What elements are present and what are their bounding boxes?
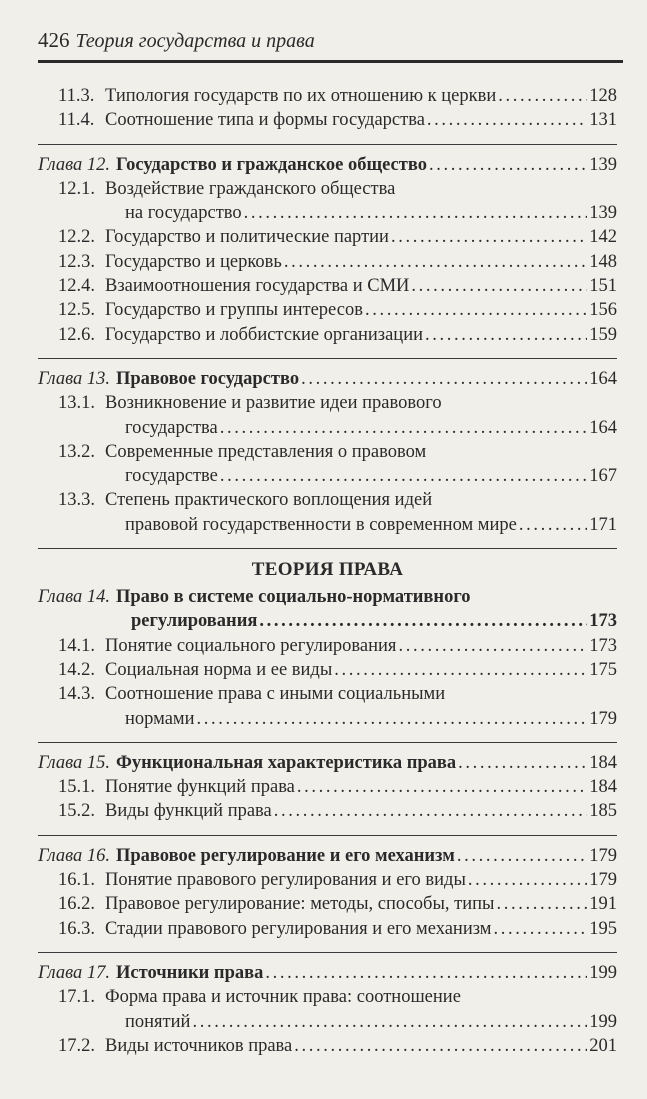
toc-entry-line [58, 391, 617, 415]
toc-section-entry[interactable] [38, 892, 617, 916]
dot-leader [496, 892, 587, 916]
toc-entry-line [38, 585, 617, 609]
section-number: 14.1. [58, 635, 95, 656]
toc-entry-line [58, 274, 617, 298]
dot-leader [301, 367, 587, 391]
toc-entry-line [58, 775, 617, 799]
section-title: на государство [125, 203, 242, 224]
chapter-title: Право в системе социально-нормативного [116, 587, 471, 608]
section-title: государства [125, 417, 218, 438]
section-number: 12.6. [58, 324, 95, 345]
chapter-title: Источники права [116, 962, 264, 983]
toc-entry-line [58, 985, 617, 1009]
running-header [38, 26, 623, 55]
section-title: Государство и группы интересов [105, 300, 363, 321]
toc-entry-line [58, 799, 617, 823]
page-ref: 128 [589, 86, 617, 106]
toc-entry-line [58, 868, 617, 892]
page-ref: 179 [589, 845, 617, 866]
running-title: Теория государства и права [75, 30, 315, 52]
section-title: Форма права и источник права: соотношение [105, 987, 461, 1008]
toc-section-entry[interactable] [38, 488, 617, 537]
section-title: Виды функций права [105, 801, 272, 822]
chapter-label: Глава 13. [38, 368, 110, 389]
section-title: Воздействие гражданского общества [105, 178, 396, 199]
chapter-divider [38, 548, 617, 549]
dot-leader [220, 416, 587, 440]
toc-entry-line [58, 225, 617, 249]
chapter-label: Глава 12. [38, 154, 110, 175]
toc-entry-line [58, 201, 617, 225]
section-title: нормами [125, 708, 195, 729]
chapter-label: Глава 14. [38, 587, 110, 608]
table-of-contents [38, 84, 617, 1058]
section-number: 12.5. [58, 300, 95, 321]
section-number: 11.4. [58, 110, 95, 131]
toc-entry-line [58, 513, 617, 537]
section-title: Понятие правового регулирования и его виды [105, 870, 466, 891]
page-ref: 139 [589, 203, 617, 224]
section-title: Виды источников права [105, 1035, 293, 1056]
page-ref: 164 [589, 417, 617, 438]
section-title: правовой государственности в современном мире [125, 514, 517, 535]
chapter-divider [38, 835, 617, 836]
toc-section-entry[interactable] [38, 917, 617, 941]
section-title: Стадии правового регулирования и его механизм [105, 918, 492, 939]
page-ref: 171 [589, 514, 617, 535]
section-number: 13.1. [58, 393, 95, 414]
chapter-label: Глава 17. [38, 962, 110, 983]
toc-section-entry[interactable] [38, 1034, 617, 1058]
dot-leader [391, 225, 587, 249]
toc-entry-line [58, 440, 617, 464]
section-number: 12.4. [58, 276, 95, 297]
header-rule [38, 60, 623, 63]
toc-entry-line [38, 367, 617, 391]
dot-leader [365, 298, 587, 322]
chapter-title: Государство и гражданское общество [116, 154, 427, 175]
toc-section-entry[interactable] [38, 868, 617, 892]
dot-leader [398, 634, 587, 658]
toc-section-entry[interactable] [38, 682, 617, 731]
page-ref: 185 [589, 801, 617, 822]
page-ref: 159 [589, 324, 617, 345]
section-number: 13.3. [58, 490, 95, 511]
chapter-divider [38, 144, 617, 145]
chapter-divider [38, 358, 617, 359]
dot-leader [259, 609, 587, 633]
section-title: Государство и лоббистские организации [105, 324, 423, 345]
page-ref: 173 [589, 635, 617, 656]
toc-section-entry[interactable] [38, 634, 617, 658]
page-ref: 142 [589, 227, 617, 248]
section-number: 12.3. [58, 251, 95, 272]
page-ref: 184 [589, 777, 617, 798]
toc-entry-line [58, 250, 617, 274]
section-title: Соотношение типа и формы государства [105, 110, 425, 131]
page-ref: 151 [589, 276, 617, 297]
section-number: 15.1. [58, 777, 95, 798]
page-ref: 156 [589, 300, 617, 321]
section-title: Государство и политические партии [105, 227, 389, 248]
toc-entry-line [38, 961, 617, 985]
section-title: Степень практического воплощения идей [105, 490, 433, 511]
section-number: 12.2. [58, 227, 95, 248]
toc-entry-line [58, 682, 617, 706]
dot-leader [411, 274, 587, 298]
chapter-title: Правовое регулирование и его механизм [116, 845, 455, 866]
section-title: Современные представления о правовом [105, 441, 427, 462]
chapter-title: Функциональная характеристика права [116, 752, 457, 773]
section-number: 17.1. [58, 987, 95, 1008]
dot-leader [220, 464, 587, 488]
section-title: Соотношение права с иными социальными [105, 684, 446, 705]
toc-entry-line [38, 153, 617, 177]
section-number: 15.2. [58, 801, 95, 822]
dot-leader [519, 513, 587, 537]
toc-entry-line [58, 416, 617, 440]
toc-section-entry[interactable] [38, 658, 617, 682]
toc-section-entry[interactable] [38, 985, 617, 1034]
toc-section-entry[interactable] [38, 440, 617, 489]
toc-entry-line [58, 84, 617, 108]
page-ref: 164 [589, 368, 617, 389]
dot-leader [458, 751, 587, 775]
toc-section-entry[interactable] [38, 799, 617, 823]
section-number: 16.3. [58, 918, 95, 939]
toc-entry-line [58, 323, 617, 347]
section-title: Правовое регулирование: методы, способы, типы [105, 894, 495, 915]
section-number: 12.1. [58, 178, 95, 199]
toc-section-entry[interactable] [38, 391, 617, 440]
section-title: Понятие функций права [105, 777, 295, 798]
page-ref: 139 [589, 154, 617, 175]
chapter-label: Глава 16. [38, 845, 110, 866]
section-title: Государство и церковь [105, 251, 282, 272]
section-number: 14.3. [58, 684, 95, 705]
section-number: 16.1. [58, 870, 95, 891]
dot-leader [425, 323, 587, 347]
toc-section-entry[interactable] [38, 298, 617, 322]
section-title: Типология государств по их отношению к церкви [105, 86, 497, 106]
page-ref: 199 [589, 962, 617, 983]
dot-leader [297, 775, 587, 799]
page-ref: 184 [589, 752, 617, 773]
toc-entry-line [58, 177, 617, 201]
toc-chapter-entry[interactable] [38, 844, 617, 868]
dot-leader [284, 250, 587, 274]
toc-entry-line [38, 844, 617, 868]
toc-chapter-entry[interactable] [38, 153, 617, 177]
page-ref: 131 [589, 110, 617, 131]
toc-entry-line [58, 108, 617, 132]
section-title: понятий [125, 1011, 191, 1032]
toc-entry-line [58, 707, 617, 731]
toc-entry-line [58, 634, 617, 658]
chapter-title: регулирования [131, 611, 258, 632]
chapter-title: Правовое государство [116, 368, 300, 389]
dot-leader [429, 153, 587, 177]
section-title: государстве [125, 466, 218, 487]
page-ref: 199 [589, 1011, 617, 1032]
dot-leader [334, 658, 587, 682]
toc-entry-line [58, 658, 617, 682]
page-ref: 175 [589, 659, 617, 680]
toc-chapter-entry[interactable] [38, 585, 617, 634]
toc-section-entry[interactable] [38, 108, 617, 132]
toc-entry-line [38, 609, 617, 633]
page-ref: 201 [589, 1035, 617, 1056]
toc-section-entry[interactable] [38, 177, 617, 226]
toc-entry-line [58, 917, 617, 941]
toc-section-entry[interactable] [38, 84, 617, 108]
dot-leader [468, 868, 587, 892]
page-ref: 179 [589, 708, 617, 729]
chapter-divider [38, 742, 617, 743]
page-ref: 173 [589, 611, 617, 632]
chapter-label: Глава 15. [38, 752, 110, 773]
toc-entry-line [58, 1034, 617, 1058]
page-ref: 148 [589, 251, 617, 272]
dot-leader [427, 108, 587, 132]
toc-chapter-entry[interactable] [38, 961, 617, 985]
section-number: 17.2. [58, 1035, 95, 1056]
section-number: 14.2. [58, 659, 95, 680]
toc-entry-line [58, 488, 617, 512]
toc-entry-line [38, 751, 617, 775]
dot-leader [498, 84, 587, 108]
dot-leader [192, 1010, 587, 1034]
toc-section-entry[interactable] [38, 225, 617, 249]
page-ref: 195 [589, 918, 617, 939]
toc-section-entry[interactable] [38, 775, 617, 799]
dot-leader [244, 201, 588, 225]
page-ref: 191 [589, 894, 617, 915]
page-number: 426 [38, 28, 70, 52]
toc-section-entry[interactable] [38, 250, 617, 274]
page-ref: 179 [589, 870, 617, 891]
toc-section-entry[interactable] [38, 323, 617, 347]
dot-leader [294, 1034, 587, 1058]
toc-entry-line [58, 464, 617, 488]
dot-leader [457, 844, 587, 868]
section-number: 16.2. [58, 894, 95, 915]
chapter-divider [38, 952, 617, 953]
toc-entry-line [58, 1010, 617, 1034]
toc-entry-line [58, 892, 617, 916]
section-number: 13.2. [58, 441, 95, 462]
section-title: Возникновение и развитие идеи правового [105, 393, 442, 414]
part-title: ТЕОРИЯ ПРАВА [251, 559, 404, 581]
section-number: 11.3. [58, 86, 95, 106]
dot-leader [274, 799, 587, 823]
dot-leader [197, 707, 588, 731]
page-ref: 167 [589, 466, 617, 487]
section-title: Социальная норма и ее виды [105, 659, 333, 680]
toc-section-entry[interactable] [38, 274, 617, 298]
dot-leader [493, 917, 587, 941]
section-title: Взаимоотношения государства и СМИ [105, 276, 410, 297]
dot-leader [265, 961, 587, 985]
toc-chapter-entry[interactable] [38, 751, 617, 775]
section-title: Понятие социального регулирования [105, 635, 397, 656]
toc-chapter-entry[interactable] [38, 367, 617, 391]
toc-entry-line [58, 298, 617, 322]
